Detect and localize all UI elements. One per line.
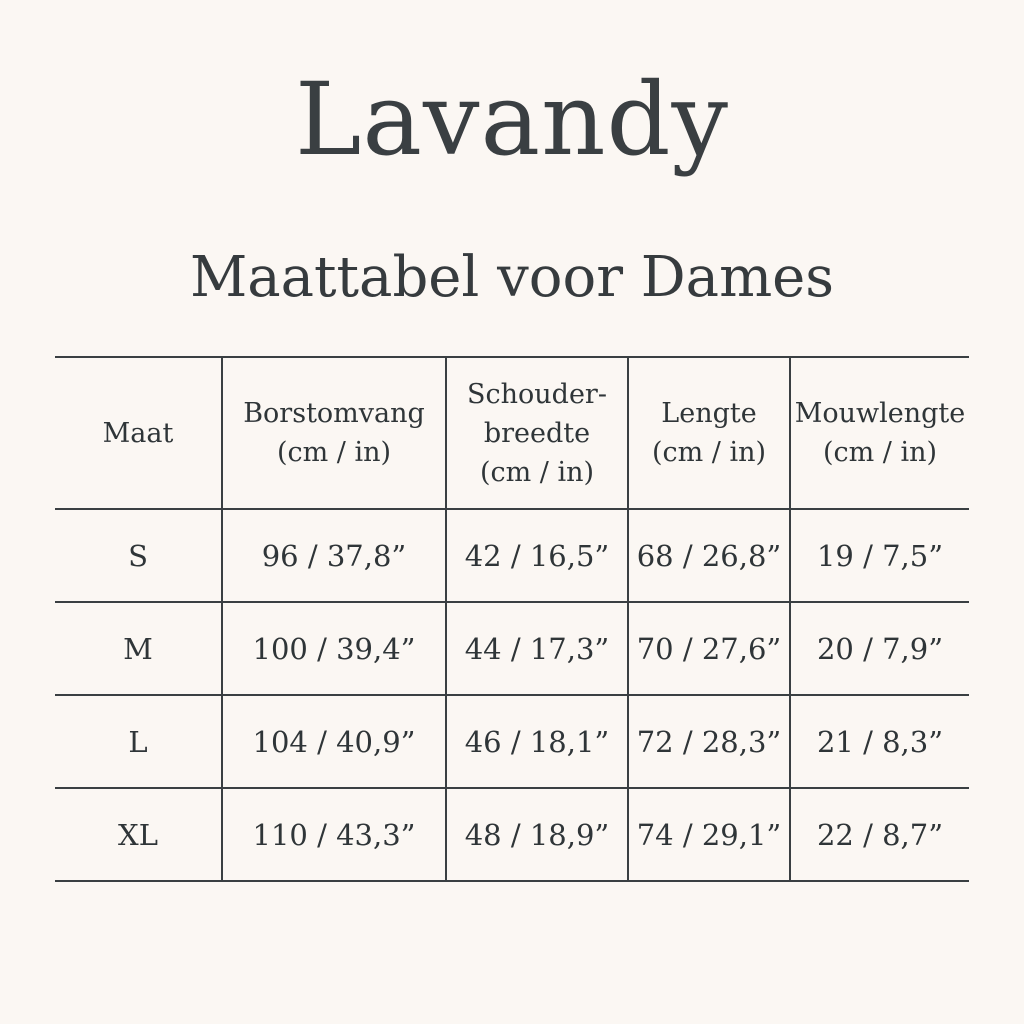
cell-size: S — [55, 509, 222, 602]
cell-length: 70 / 27,6” — [628, 602, 790, 695]
header-size — [55, 357, 222, 509]
cell-chest: 96 / 37,8” — [222, 509, 446, 602]
cell-shoulder: 48 / 18,9” — [446, 788, 628, 881]
cell-chest: 110 / 43,3” — [222, 788, 446, 881]
table-row — [55, 509, 969, 602]
header-size-label: Maat — [102, 417, 174, 449]
header-chest-unit: (cm / in) — [276, 437, 392, 468]
table-row — [55, 602, 969, 695]
header-shoulder-unit: (cm / in) — [479, 456, 595, 488]
header-sleeve-unit: (cm / in) — [822, 437, 938, 468]
cell-chest: 104 / 40,9” — [222, 695, 446, 788]
cell-sleeve: 22 / 8,7” — [790, 788, 969, 881]
header-chest-label: Borstomvang — [243, 398, 425, 429]
header-shoulder-label-1: Schouder- — [467, 378, 607, 410]
cell-sleeve: 19 / 7,5” — [790, 509, 969, 602]
brand-title: Lavandy — [294, 61, 730, 178]
cell-shoulder: 46 / 18,1” — [446, 695, 628, 788]
header-shoulder — [446, 357, 628, 509]
size-chart-table — [55, 356, 969, 882]
cell-size: M — [55, 602, 222, 695]
cell-size: XL — [55, 788, 222, 881]
header-length — [628, 357, 790, 509]
cell-length: 72 / 28,3” — [628, 695, 790, 788]
table-row — [55, 788, 969, 881]
cell-shoulder: 44 / 17,3” — [446, 602, 628, 695]
cell-sleeve: 20 / 7,9” — [790, 602, 969, 695]
cell-length: 68 / 26,8” — [628, 509, 790, 602]
header-sleeve-label: Mouwlengte — [794, 398, 966, 429]
header-length-label: Lengte — [661, 398, 757, 429]
header-sleeve — [790, 357, 969, 509]
cell-size: L — [55, 695, 222, 788]
cell-length: 74 / 29,1” — [628, 788, 790, 881]
table-row — [55, 695, 969, 788]
cell-sleeve: 21 / 8,3” — [790, 695, 969, 788]
header-shoulder-label-2: breedte — [483, 417, 591, 449]
header-row — [55, 357, 969, 509]
cell-shoulder: 42 / 16,5” — [446, 509, 628, 602]
header-length-unit: (cm / in) — [651, 437, 767, 468]
page-subtitle: Maattabel voor Dames — [189, 245, 835, 310]
header-chest — [222, 357, 446, 509]
cell-chest: 100 / 39,4” — [222, 602, 446, 695]
